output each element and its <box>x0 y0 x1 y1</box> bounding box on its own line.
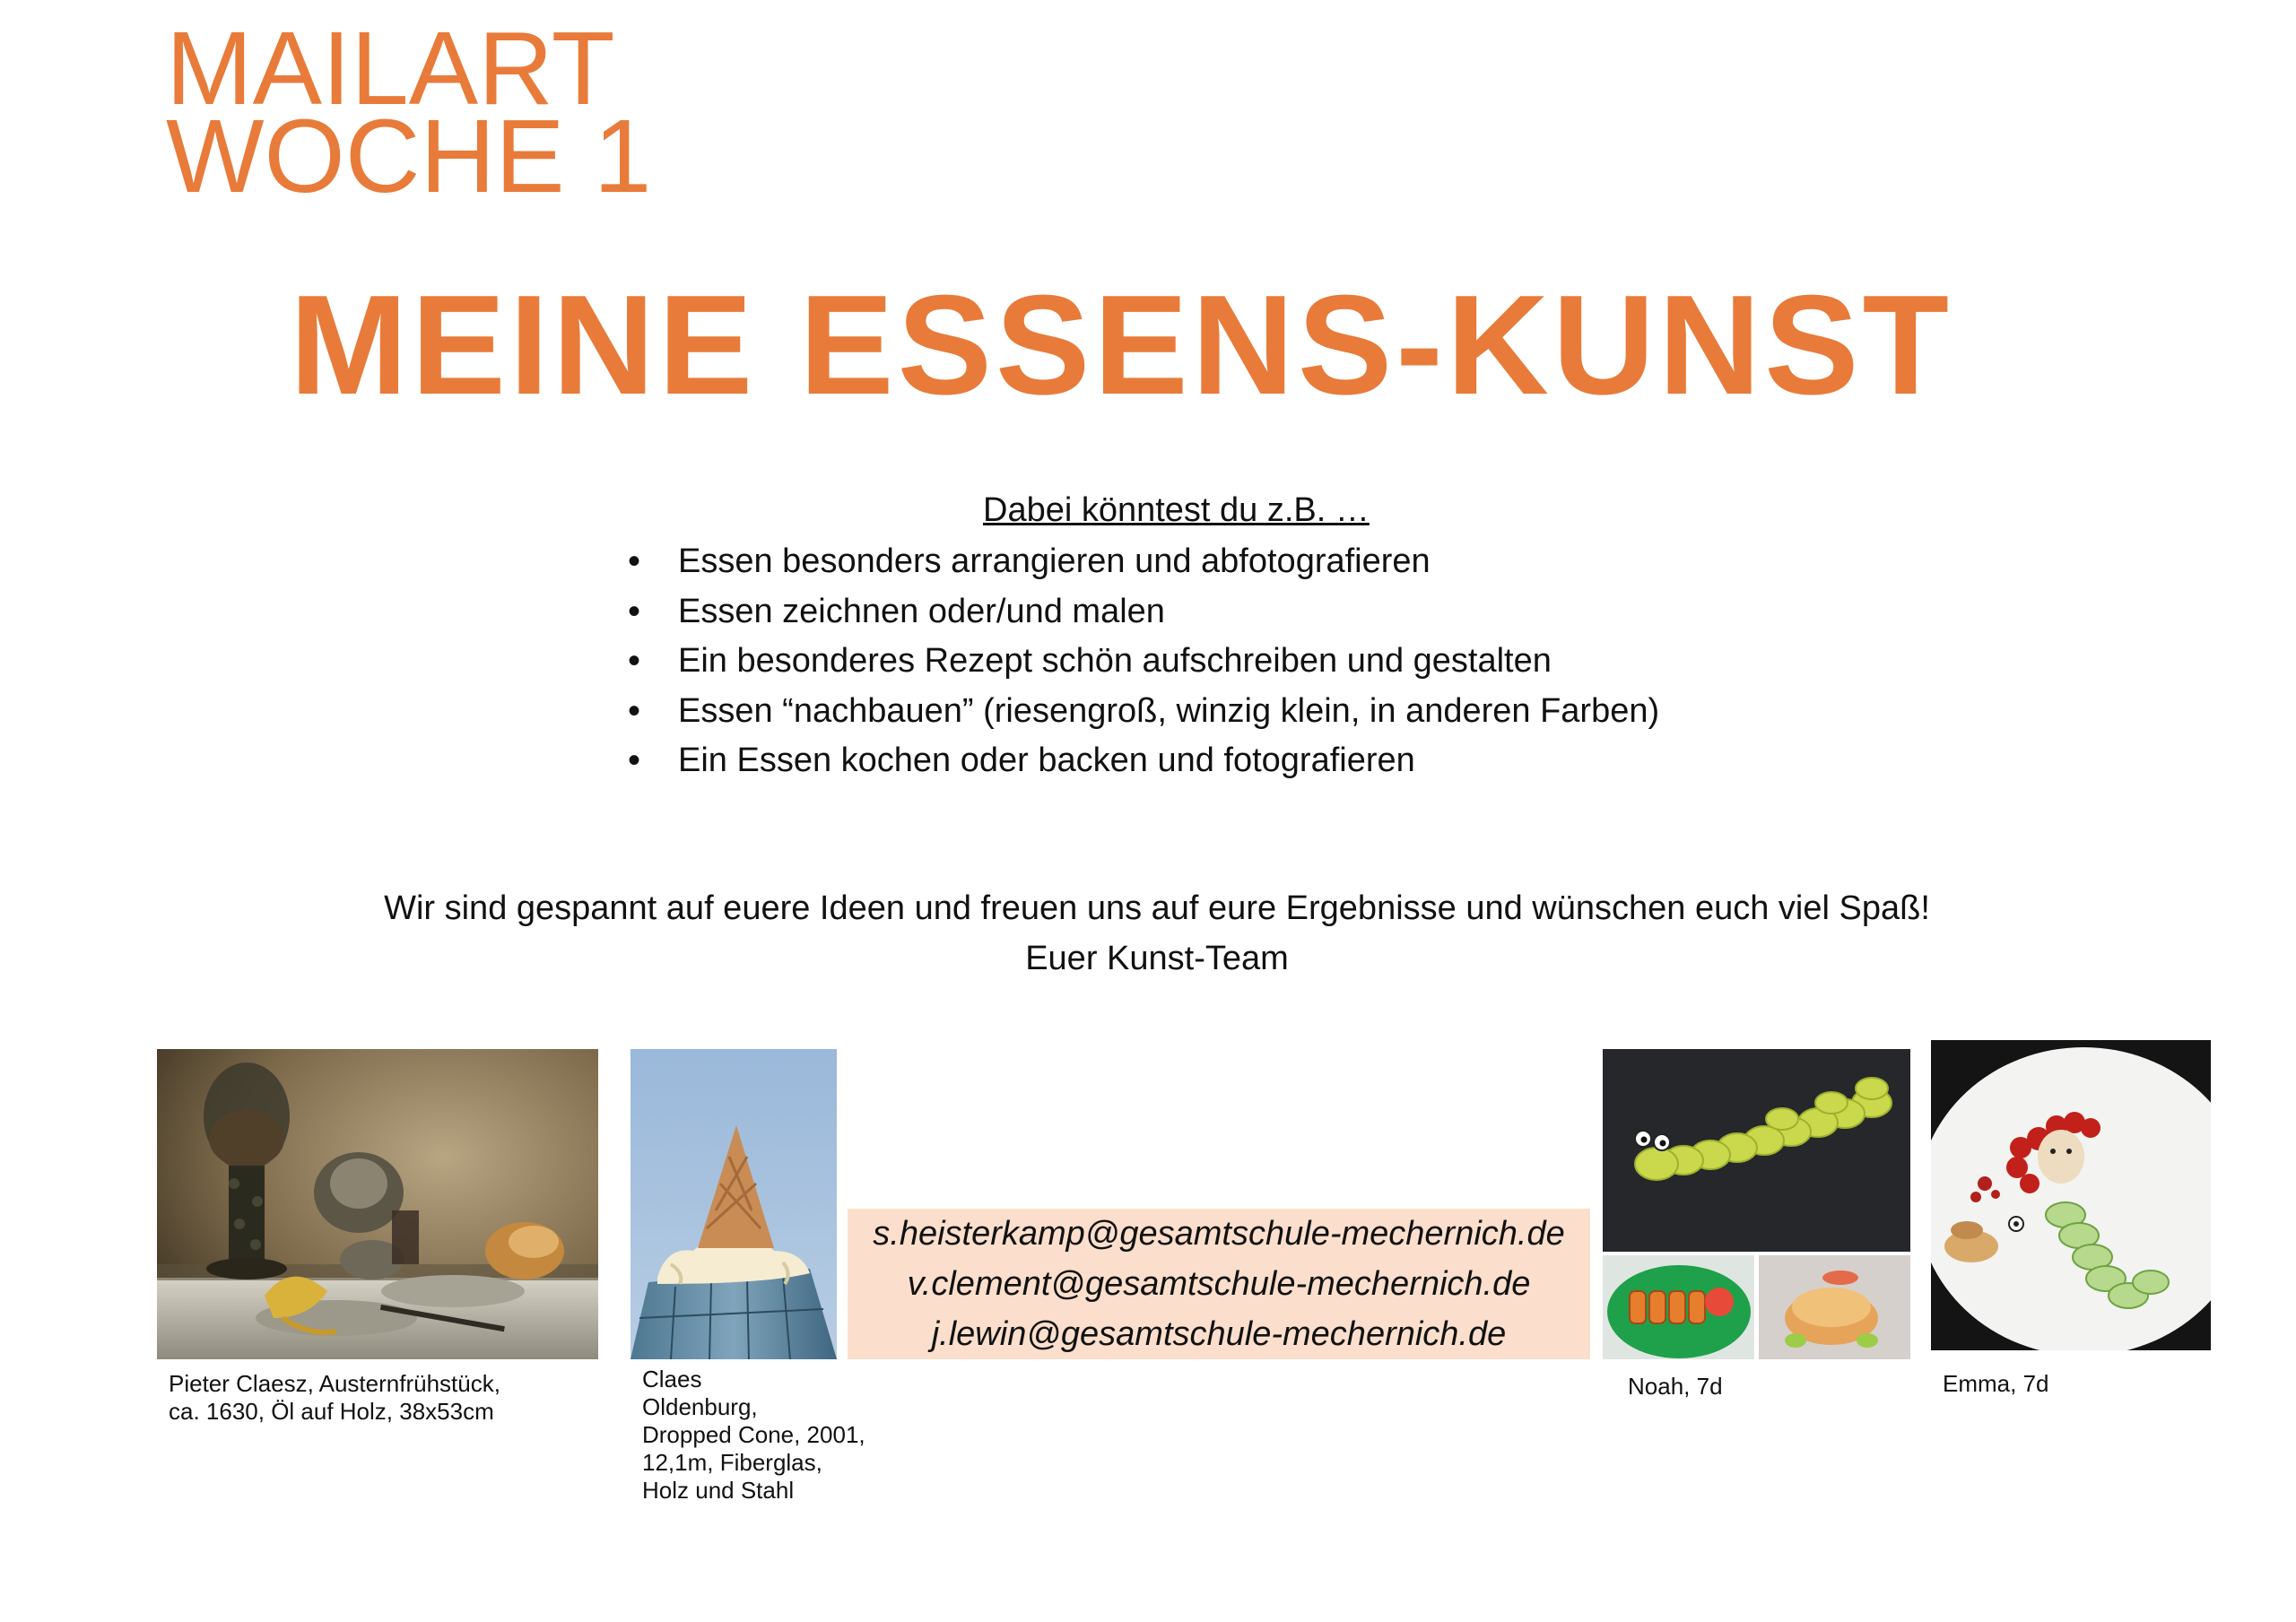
idea-text: Ein Essen kochen oder backen und fotografieren <box>678 742 1415 779</box>
contact-email-box <box>848 1209 1590 1359</box>
emma-caption: Emma, 7d <box>1943 1370 2049 1397</box>
oldenburg-dropped-cone-image <box>631 1049 837 1359</box>
claesz-caption <box>169 1370 500 1426</box>
bullet-icon: • <box>628 641 641 681</box>
oldenburg-caption-line: Oldenburg, <box>642 1393 758 1420</box>
noah-caption: Noah, 7d <box>1628 1373 1723 1400</box>
closing-signature: Euer Kunst-Team <box>1025 940 1289 977</box>
list-item <box>628 638 1659 688</box>
idea-text: Essen besonders arrangieren und abfotografieren <box>678 542 1431 580</box>
emma-food-art-image <box>1931 1040 2211 1350</box>
idea-text: Essen “nachbauen” (riesengroß, winzig klein, in anderen Farben) <box>678 691 1660 730</box>
oldenburg-caption-line: 12,1m, Fiberglas, <box>642 1449 822 1476</box>
idea-text: Ein besonderes Rezept schön aufschreiben und gestalten <box>678 642 1552 680</box>
idea-list <box>628 538 1659 787</box>
closing-message: Wir sind gespannt auf euere Ideen und freuen uns auf eure Ergebnisse und wünschen euch viel Spaß! <box>384 889 1930 927</box>
idea-text: Essen zeichnen oder/und malen <box>678 592 1165 630</box>
claesz-caption-line: ca. 1630, Öl auf Holz, 38x53cm <box>169 1398 494 1425</box>
oldenburg-caption-line: Claes <box>642 1366 702 1392</box>
email-link[interactable]: j.lewin@gesamtschule-mechernich.de <box>931 1315 1507 1353</box>
list-item <box>628 588 1659 638</box>
header-line-week: WOCHE 1 <box>166 98 652 214</box>
list-item <box>628 688 1659 738</box>
closing-text <box>0 883 2296 984</box>
noah-food-art-collage <box>1603 1049 1910 1359</box>
page-title: MEINE ESSENS-KUNST <box>289 266 1953 424</box>
header-line-mailart: MAILART <box>166 10 615 126</box>
intro-heading: Dabei könntest du z.B. … <box>983 491 1370 529</box>
bullet-icon: • <box>628 591 641 631</box>
oldenburg-caption-line: Dropped Cone, 2001, <box>642 1421 865 1448</box>
email-link[interactable]: v.clement@gesamtschule-mechernich.de <box>907 1265 1531 1303</box>
oldenburg-caption-line: Holz und Stahl <box>642 1477 795 1504</box>
email-link[interactable]: s.heisterkamp@gesamtschule-mechernich.de <box>873 1215 1565 1253</box>
bullet-icon: • <box>628 690 641 731</box>
claesz-caption-line: Pieter Claesz, Austernfrühstück, <box>169 1370 500 1397</box>
list-item <box>628 538 1659 588</box>
bullet-icon: • <box>628 741 641 780</box>
bullet-icon: • <box>628 542 641 581</box>
list-item <box>628 737 1659 787</box>
claesz-still-life-image <box>157 1049 598 1359</box>
oldenburg-caption <box>642 1366 865 1505</box>
